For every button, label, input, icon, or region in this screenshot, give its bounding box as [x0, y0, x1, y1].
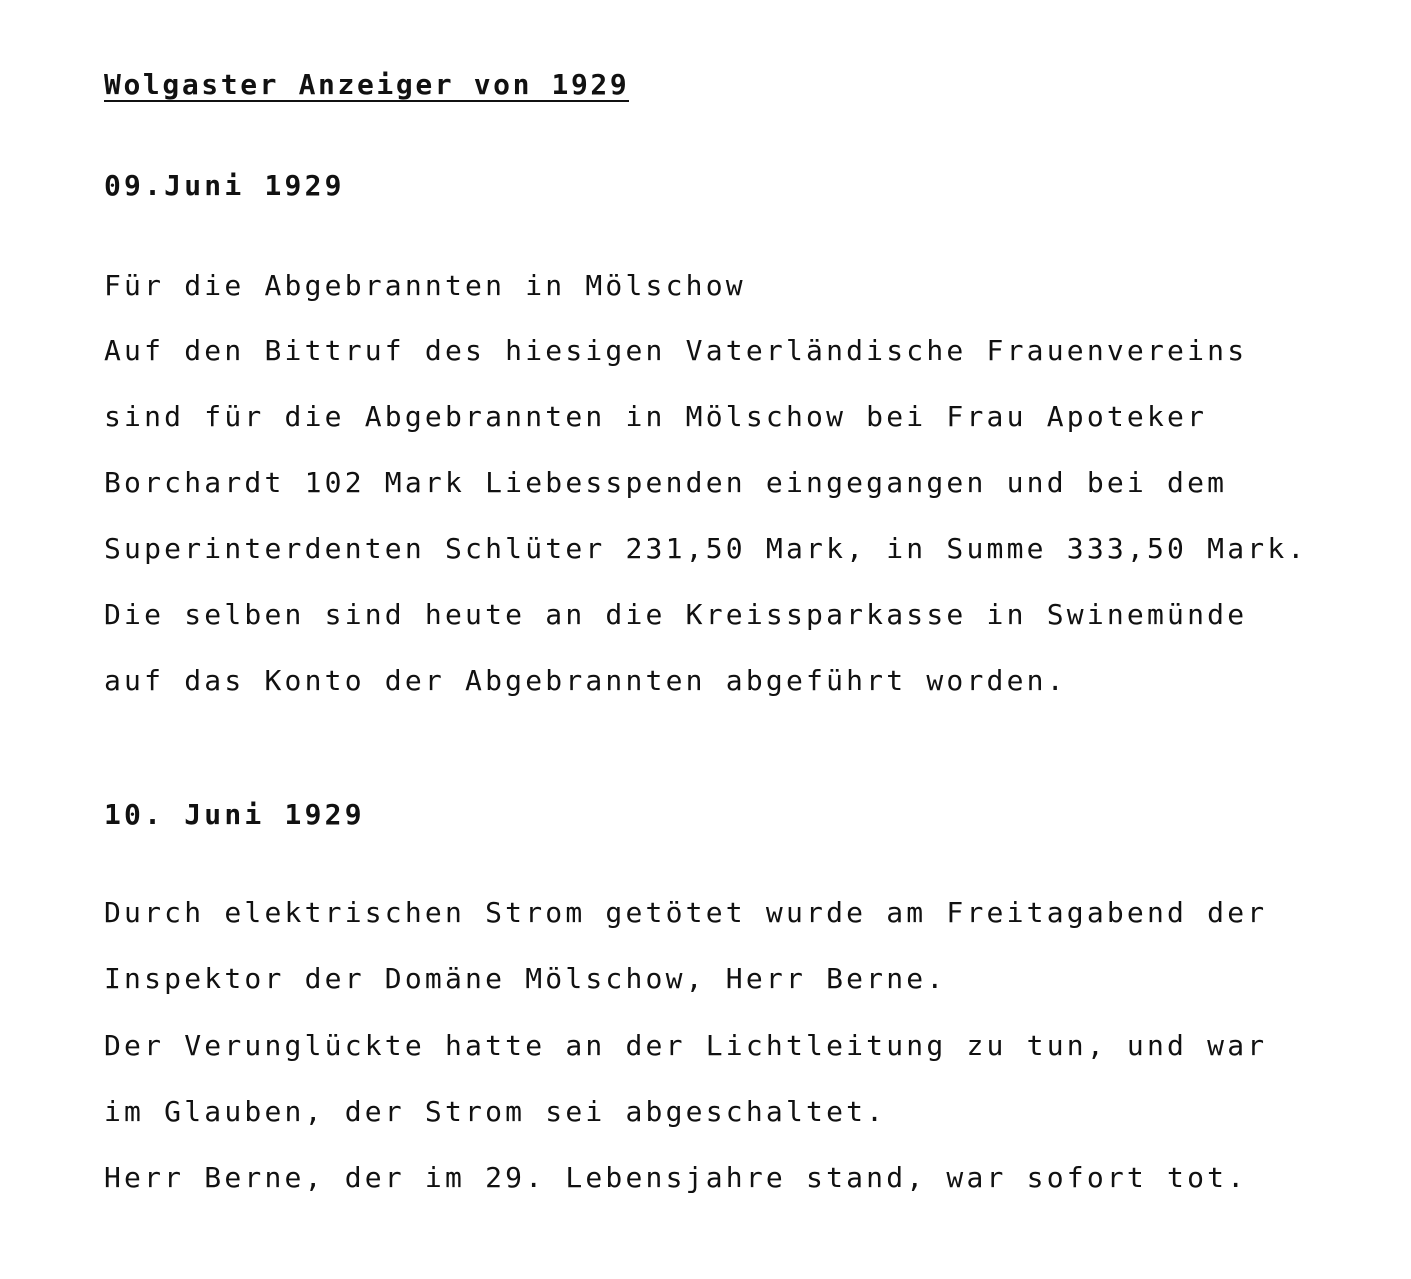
entry-1-line-2: Auf den Bittruf des hiesigen Vaterländische Frauenvereins	[104, 334, 1248, 367]
entry-1-date: 09.Juni 1929	[104, 169, 345, 202]
entry-1-line-6: Die selben sind heute an die Kreissparkasse in Swinemünde	[104, 598, 1248, 631]
entry-2-line-2: Inspektor der Domäne Mölschow, Herr Berne.	[104, 962, 947, 995]
entry-2-line-1: Durch elektrischen Strom getötet wurde am Freitagabend der	[104, 896, 1268, 929]
entry-1-line-3: sind für die Abgebrannten in Mölschow bei Frau Apoteker	[104, 400, 1208, 433]
entry-2-date: 10. Juni 1929	[104, 798, 365, 831]
entry-1-line-1: Für die Abgebrannten in Mölschow	[104, 269, 746, 302]
entry-2-line-3: Der Verunglückte hatte an der Lichtleitung zu tun, und war	[104, 1029, 1268, 1062]
entry-1-line-7: auf das Konto der Abgebrannten abgeführt worden.	[104, 664, 1067, 697]
entry-1-line-5: Superinterdenten Schlüter 231,50 Mark, in Summe 333,50 Mark.	[104, 532, 1308, 565]
entry-2-line-5: Herr Berne, der im 29. Lebensjahre stand, war sofort tot.	[104, 1161, 1248, 1194]
entry-2-line-4: im Glauben, der Strom sei abgeschaltet.	[104, 1095, 887, 1128]
document-title: Wolgaster Anzeiger von 1929	[104, 68, 630, 101]
entry-1-line-4: Borchardt 102 Mark Liebesspenden eingegangen und bei dem	[104, 466, 1228, 499]
